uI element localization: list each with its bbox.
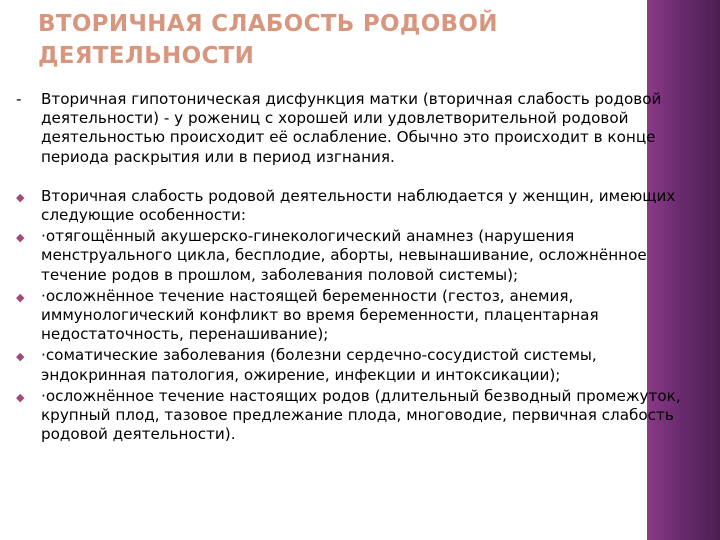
bullet-text: Вторичная слабость родовой деятельности наблюдается у женщин, имеющих следующие особенности: [41,186,676,225]
bullet-text: ·осложнённое течение настоящей беременности (гестоз, анемия, иммунологический конфликт во время беременности, плацентарная недостаточность, перенашивание); [41,286,599,344]
small-diamond-bullet-icon: ◆ [16,231,25,245]
bullet-text: ·соматические заболевания (болезни сердечно-сосудистой системы, эндокринная патология, ожирение, инфекции и интоксикации); [41,346,597,384]
bullet-item [16,287,691,345]
small-diamond-bullet-icon: ◆ [16,290,25,304]
intro-paragraph [16,90,691,167]
small-diamond-bullet-icon: ◆ [16,390,25,404]
bullet-text: ·отягощённый акушерско-гинекологический анамнез (нарушения менструального цикла, бесплодие, аборты, невынашивание, осложнённое течение родов в прошлом, заболевания половой системы); [41,227,647,284]
slide-body [16,90,691,446]
bullet-item [16,387,691,445]
bullet-item [16,346,691,384]
bullet-item [16,187,691,225]
intro-text: Вторичная гипотоническая дисфункция матки (вторичная слабость родовой деятельности) - у рожениц с хорошей или удовлетворительной родовой деятельностью происходит её ослабление. Обычно это происходит в конце периода раскрытия или в период изгнания. [41,90,662,166]
intro-dash: - [16,90,22,108]
small-diamond-bullet-icon: ◆ [16,350,25,364]
slide-title: ВТОРИЧНАЯ СЛАБОСТЬ РОДОВОЙ ДЕЯТЕЛЬНОСТИ [38,11,498,69]
bullet-item [16,227,691,285]
bullet-text: ·осложнённое течение настоящих родов (длительный безводный промежуток, крупный плод, тазовое предлежание плода, многоводие, первичная слабость родовой деятельности). [41,386,681,444]
small-diamond-bullet-icon: ◆ [16,190,25,204]
paragraph-gap [16,167,691,187]
